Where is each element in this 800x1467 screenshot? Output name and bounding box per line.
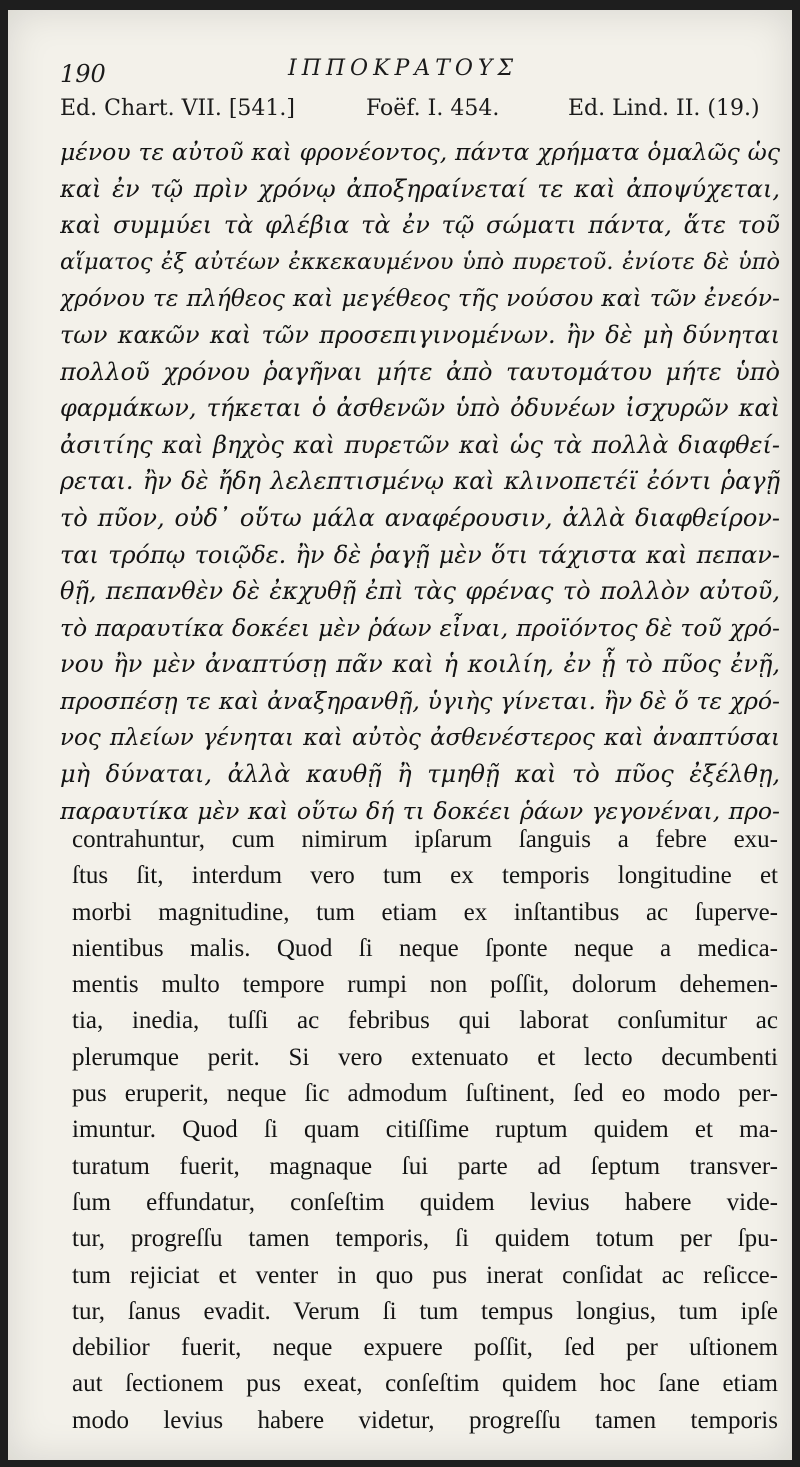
latin-text-line: debilior fuerit, neque expuere poſſit, ſed per uſtionem [72, 1334, 778, 1362]
greek-text-line: φαρμάκων, τήκεται ὁ ἀσθενῶν ὑπὸ ὀδυνέων ἰσχυρῶν καὶ [60, 394, 780, 423]
latin-text-line: imuntur. Quod ſi quam citiſſime ruptum quidem et ma- [72, 1116, 778, 1144]
greek-text-line: προσπέσῃ τε καὶ ἀναξηρανθῇ, ὑγιὴς γίνεται. ἢν δὲ ὅ τε χρό- [60, 686, 780, 715]
edition-references [8, 96, 792, 136]
page-number: 190 [60, 60, 106, 88]
greek-text-line: των κακῶν καὶ τῶν προσεπιγινομένων. ἢν δὲ μὴ δύνηται [60, 320, 780, 349]
greek-text [60, 134, 780, 829]
latin-text-line: ſum effundatur, conſeſtim quidem levius habere vide- [72, 1188, 778, 1216]
greek-text-line: χρόνου τε πλήθεος καὶ μεγέθεος τῆς νούσου καὶ τῶν ἐνεόν- [60, 284, 780, 313]
latin-text-line: ſtus ſit, interdum vero tum ex temporis longitudine et [72, 862, 778, 890]
latin-text-line: nientibus malis. Quod ſi neque ſponte neque a medica- [72, 934, 778, 962]
greek-text-line: ται τρόπῳ τοιῷδε. ἢν δὲ ῥαγῇ μὲν ὅτι τάχιστα καὶ πεπαν- [60, 540, 780, 569]
latin-text-line: tur, ſanus evadit. Verum ſi tum tempus longius, tum ipſe [72, 1297, 778, 1325]
greek-text-line: μὴ δύναται, ἀλλὰ καυθῇ ἢ τμηθῇ καὶ τὸ πῦος ἐξέλθῃ, [60, 760, 780, 789]
greek-text-line: τὸ παραυτίκα δοκέει μὲν ῥάων εἶναι, προϊόντος δὲ τοῦ χρό- [60, 613, 780, 642]
latin-text-line: morbi magnitudine, tum etiam ex inſtantibus ac ſuperve- [72, 898, 778, 926]
latin-text-line: turatum fuerit, magnaque ſui parte ad ſeptum transver- [72, 1152, 778, 1180]
greek-text-line: ρεται. ἢν δὲ ἤδη λελεπτισμένῳ καὶ κλινοπετέϊ ἐόντι ῥαγῇ [60, 467, 780, 496]
latin-text-line: contrahuntur, cum nimirum ipſarum ſanguis a febre exu- [72, 826, 778, 853]
edition-foesius: Foëf. I. 454. [366, 96, 500, 121]
greek-text-line: ἀσιτίης καὶ βηχὸς καὶ πυρετῶν καὶ ὡς τὰ πολλὰ διαφθεί- [60, 430, 780, 459]
latin-text-line: plerumque perit. Si vero extenuato et lecto decumbenti [72, 1043, 778, 1071]
running-title: ΙΠΠΟΚΡΑΤΟΥΣ [288, 56, 519, 81]
greek-text-line: καὶ συμμύει τὰ φλέβια τὰ ἐν τῷ σώματι πάντα, ἅτε τοῦ [60, 211, 780, 240]
running-head [8, 52, 792, 92]
latin-text-line: aut ſectionem pus exeat, conſeſtim quidem hoc ſane etiam [72, 1370, 778, 1398]
greek-text-line: αἵματος ἐξ αὐτέων ἐκκεκαυμένου ὑπὸ πυρετοῦ. ἐνίοτε δὲ ὑπὸ [60, 248, 780, 275]
greek-text-line: πολλοῦ χρόνου ῥαγῆναι μήτε ἀπὸ ταυτομάτου μήτε ὑπὸ [60, 357, 780, 386]
greek-text-line: θῇ, πεπανθὲν δὲ ἐκχυθῇ ἐπὶ τὰς φρένας τὸ πολλὸν αὐτοῦ, [60, 577, 780, 606]
latin-text-line: tur, progreſſu tamen temporis, ſi quidem totum per ſpu- [72, 1225, 778, 1253]
book-page [8, 10, 792, 1460]
latin-text-line: modo levius habere videtur, progreſſu tamen temporis [72, 1406, 778, 1434]
greek-text-line: νου ἢν μὲν ἀναπτύσῃ πᾶν καὶ ἡ κοιλίη, ἐν ᾗ τὸ πῦος ἐνῇ, [60, 650, 780, 679]
latin-text-line: pus eruperit, neque ſic admodum ſuſtinent, ſed eo modo per- [72, 1080, 778, 1108]
greek-text-line: καὶ ἐν τῷ πρὶν χρόνῳ ἀποξηραίνεταί τε καὶ ἀποψύχεται, [60, 174, 780, 203]
latin-text-line: tia, inedia, tuſſi ac febribus qui laborat conſumitur ac [72, 1007, 778, 1035]
greek-text-line: παραυτίκα μὲν καὶ οὕτω δή τι δοκέει ῥάων γεγονέναι, προ- [60, 796, 780, 825]
latin-text-line: tum rejiciat et venter in quo pus inerat conſidat ac reſicce- [72, 1261, 778, 1289]
edition-chartier: Ed. Chart. VII. [541.] [60, 96, 295, 121]
latin-text-line: mentis multo tempore rumpi non poſſit, dolorum dehemen- [72, 971, 778, 999]
greek-text-line: μένου τε αὐτοῦ καὶ φρονέοντος, πάντα χρήματα ὁμαλῶς ὡς [60, 138, 780, 166]
edition-linden: Ed. Lind. II. (19.) [568, 96, 760, 121]
greek-text-line: τὸ πῦον, οὐδ᾽ οὕτω μάλα αναφέρουσιν, ἀλλὰ διαφθείρον- [60, 503, 780, 532]
greek-text-line: νος πλείων γένηται καὶ αὐτὸς ἀσθενέστερος καὶ ἀναπτύσαι [60, 724, 780, 751]
latin-translation [72, 822, 778, 1439]
